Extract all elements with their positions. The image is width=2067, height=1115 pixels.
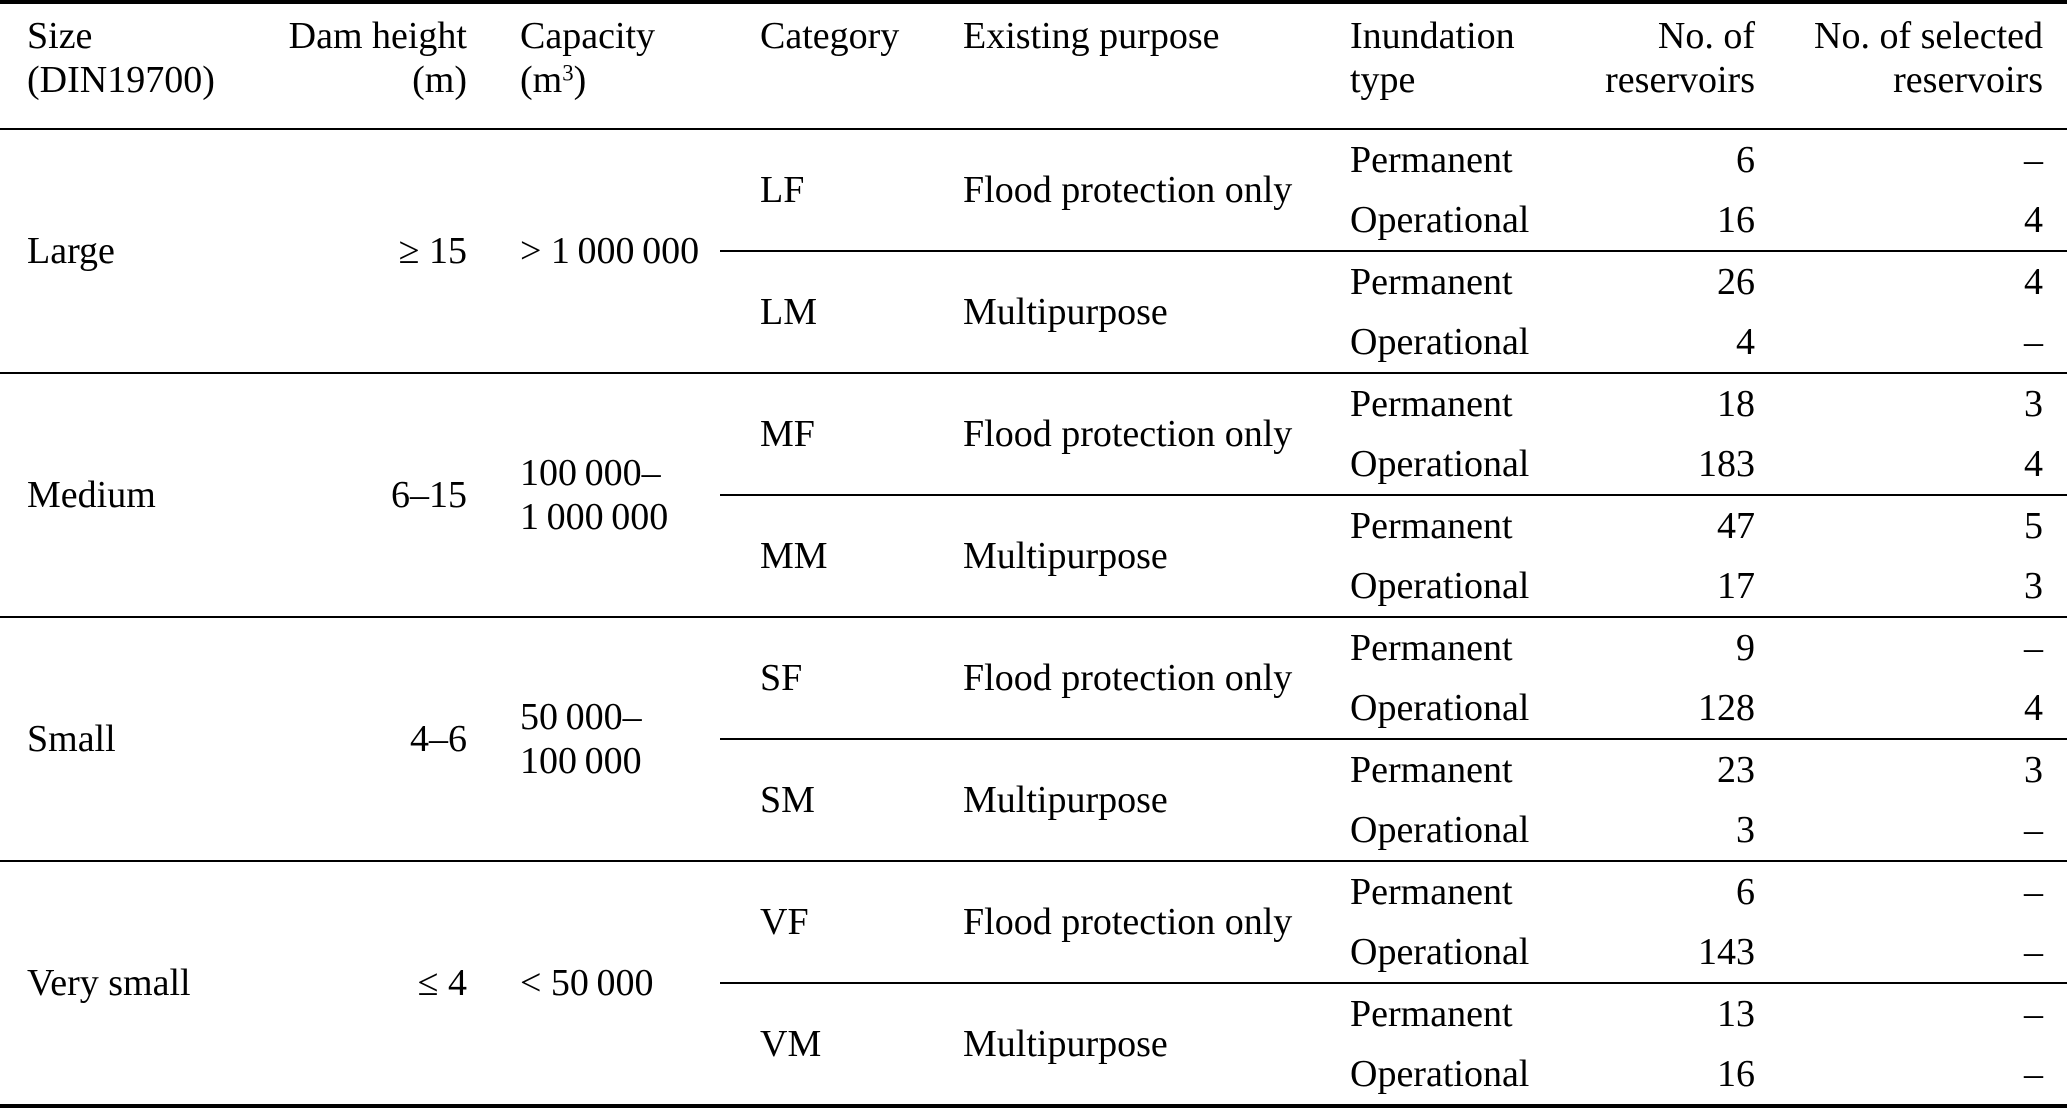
- category-cell: MM: [720, 495, 915, 617]
- header-line: Inundation: [1350, 15, 1515, 57]
- size-cell: Large: [27, 230, 115, 272]
- header-capacity: [470, 2, 720, 129]
- inundation-cell: Operational: [1350, 1053, 1530, 1095]
- inundation-cell: Operational: [1350, 199, 1530, 241]
- header-line: No. of: [1657, 15, 1755, 57]
- purpose-cell: Multipurpose: [915, 739, 1310, 861]
- category-cell: VM: [720, 983, 915, 1106]
- header-existing-purpose: Existing purpose: [915, 2, 1310, 129]
- selected-count-cell: 4: [2024, 687, 2043, 729]
- selected-count-cell: 4: [1760, 251, 2067, 312]
- dam-height-cell: 4–6: [280, 617, 470, 861]
- header-line: type: [1350, 59, 1416, 101]
- inundation-cell: Permanent: [1310, 983, 1550, 1044]
- inundation-cell: Operational: [1350, 565, 1530, 607]
- selected-count-cell: –: [1760, 617, 2067, 678]
- reservoirs-count-cell: 17: [1717, 565, 1755, 607]
- capacity-cell: [470, 617, 720, 861]
- purpose-cell: Multipurpose: [915, 983, 1310, 1106]
- size-group-large: [0, 129, 2067, 373]
- inundation-cell: Permanent: [1310, 739, 1550, 800]
- category-cell: LM: [720, 251, 915, 373]
- size-cell: Very small: [0, 861, 280, 1106]
- category-cell: SF: [720, 617, 915, 739]
- header-line: (DIN19700): [27, 59, 215, 101]
- selected-count-cell: 3: [1760, 739, 2067, 800]
- purpose-cell: Flood protection only: [915, 861, 1310, 983]
- inundation-cell: Permanent: [1310, 373, 1550, 434]
- capacity-line: > 1 000 000: [520, 230, 700, 272]
- selected-count-cell: 3: [2024, 565, 2043, 607]
- selected-count-cell: 4: [2024, 443, 2043, 485]
- capacity-line: 100 000–: [520, 452, 661, 494]
- reservoirs-count-cell: 4: [1736, 321, 1755, 363]
- header-no-of-reservoirs: [1550, 2, 1760, 129]
- capacity-line: < 50 000: [520, 962, 654, 1004]
- selected-count-cell: 5: [1760, 495, 2067, 556]
- table-row: [0, 129, 2067, 190]
- capacity-line: 50 000–: [520, 696, 642, 738]
- inundation-cell: Operational: [1350, 443, 1530, 485]
- inundation-cell: Permanent: [1310, 251, 1550, 312]
- selected-count-cell: –: [2024, 931, 2043, 973]
- purpose-cell: Multipurpose: [915, 495, 1310, 617]
- header-row: [0, 2, 2067, 129]
- reservoirs-count-cell: 16: [1717, 199, 1755, 241]
- selected-count-cell: –: [1760, 861, 2067, 922]
- inundation-cell: Permanent: [1350, 139, 1513, 181]
- size-group-small: [0, 617, 2067, 861]
- reservoirs-count-cell: 6: [1550, 861, 1760, 922]
- dam-height-cell: ≤ 4: [280, 861, 470, 1106]
- reservoirs-count-cell: 23: [1550, 739, 1760, 800]
- reservoirs-count-cell: 16: [1717, 1053, 1755, 1095]
- selected-count-cell: –: [2024, 809, 2043, 851]
- selected-count-cell: –: [2024, 321, 2043, 363]
- size-group-very-small: [0, 861, 2067, 1106]
- table-row: [0, 861, 2067, 922]
- reservoirs-count-cell: 9: [1550, 617, 1760, 678]
- header-size: [0, 2, 280, 129]
- header-line: Size: [27, 15, 93, 57]
- header-line: No. of selected: [1814, 15, 2043, 57]
- selected-count-cell: –: [2024, 1053, 2043, 1095]
- header-line: reservoirs: [1893, 59, 2043, 101]
- selected-count-cell: 3: [1760, 373, 2067, 434]
- reservoirs-count-cell: 47: [1550, 495, 1760, 556]
- capacity-cell: [470, 861, 720, 1106]
- inundation-cell: Operational: [1350, 687, 1530, 729]
- selected-count-cell: –: [1760, 983, 2067, 1044]
- inundation-cell: Operational: [1350, 321, 1530, 363]
- inundation-cell: Permanent: [1310, 861, 1550, 922]
- size-cell: Medium: [0, 373, 280, 617]
- header-category: Category: [720, 2, 915, 129]
- superscript: 3: [562, 60, 574, 86]
- table-header: [0, 2, 2067, 129]
- reservoirs-count-cell: 3: [1736, 809, 1755, 851]
- reservoirs-count-cell: 13: [1550, 983, 1760, 1044]
- reservoirs-count-cell: 18: [1550, 373, 1760, 434]
- header-dam-height: [280, 2, 470, 129]
- inundation-cell: Permanent: [1310, 617, 1550, 678]
- reservoirs-count-cell: 6: [1736, 139, 1755, 181]
- size-group-medium: [0, 373, 2067, 617]
- header-no-of-selected-reservoirs: [1760, 2, 2067, 129]
- capacity-line: 100 000: [520, 740, 642, 782]
- category-cell: VF: [720, 861, 915, 983]
- reservoirs-count-cell: 128: [1698, 687, 1755, 729]
- selected-count-cell: 4: [2024, 199, 2043, 241]
- purpose-cell: Multipurpose: [915, 251, 1310, 373]
- category-cell: LF: [760, 169, 805, 211]
- header-line: reservoirs: [1605, 59, 1755, 101]
- category-cell: SM: [720, 739, 915, 861]
- header-line: (m): [412, 59, 467, 101]
- capacity-cell: [470, 129, 720, 373]
- reservoirs-count-cell: 183: [1698, 443, 1755, 485]
- capacity-cell: [470, 373, 720, 617]
- purpose-cell: Flood protection only: [915, 617, 1310, 739]
- reservoirs-count-cell: 143: [1698, 931, 1755, 973]
- inundation-cell: Operational: [1350, 809, 1530, 851]
- selected-count-cell: –: [2024, 139, 2043, 181]
- inundation-cell: Operational: [1350, 931, 1530, 973]
- capacity-line: 1 000 000: [520, 496, 669, 538]
- table-row: [0, 373, 2067, 434]
- inundation-cell: Permanent: [1310, 495, 1550, 556]
- header-line: $(m^3)$: [520, 59, 587, 101]
- dam-height-cell: ≥ 15: [398, 230, 467, 272]
- category-cell: MF: [720, 373, 915, 495]
- header-line: Capacity: [520, 15, 656, 57]
- dam-height-cell: 6–15: [280, 373, 470, 617]
- table-row: [0, 617, 2067, 678]
- header-inundation-type: [1310, 2, 1550, 129]
- header-line: Dam height: [288, 15, 467, 57]
- purpose-cell: Flood protection only: [915, 373, 1310, 495]
- size-cell: Small: [0, 617, 280, 861]
- reservoirs-count-cell: 26: [1550, 251, 1760, 312]
- purpose-cell: Flood protection only: [963, 169, 1293, 211]
